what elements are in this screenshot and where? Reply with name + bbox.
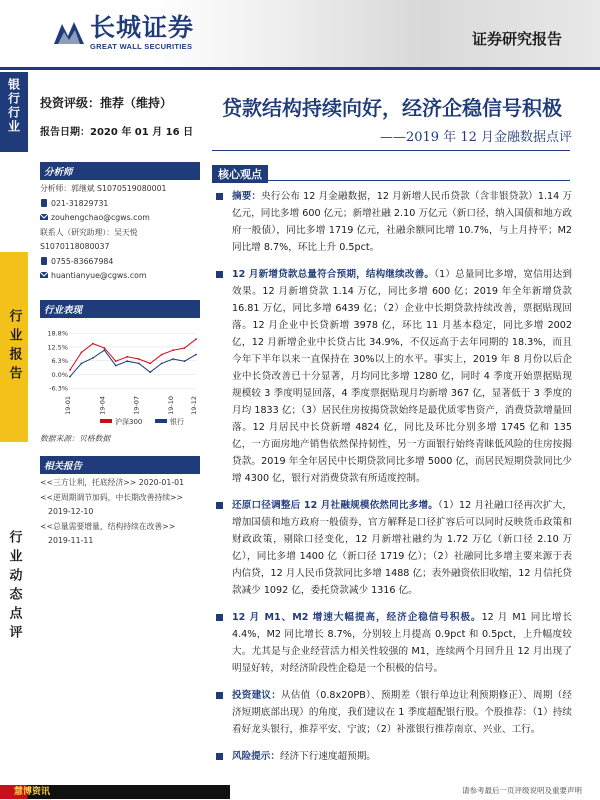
data-point: [172, 349, 174, 351]
data-point: [92, 357, 94, 359]
data-point: [138, 358, 140, 360]
brand-logo-icon: [52, 18, 86, 48]
summary-paragraph: [212, 188, 572, 256]
analyst-info: [40, 182, 200, 284]
analyst-phone-number: 021-31829731: [51, 198, 109, 208]
data-point: [115, 360, 117, 362]
email-icon: [40, 212, 48, 220]
paragraph-lead: 12 月新增贷款总量符合预期，结构继续改善。: [232, 269, 435, 280]
paragraph-lead: 还原口径调整后 12 月社融规模依然同比多增。: [232, 500, 439, 511]
sidebar-comment-tag: [0, 462, 28, 712]
data-point: [161, 362, 163, 364]
sidebar-comment-label: 行业动态点评: [6, 530, 22, 644]
contact-email-address[interactable]: huantianyue@cgws.com: [51, 271, 147, 280]
left-column: [40, 90, 200, 549]
data-point: [103, 347, 105, 349]
brand-logo: [52, 14, 194, 51]
brand-name-en: GREAT WALL SECURITIES: [90, 42, 193, 51]
main-content: [212, 188, 572, 775]
series-line: [70, 350, 196, 376]
x-tick-label: 19-07: [132, 395, 141, 415]
investment-advice-paragraph: [212, 687, 572, 738]
data-point: [115, 364, 117, 366]
sidebar-industry-label: 银行行业: [6, 78, 21, 134]
data-point: [69, 375, 71, 377]
page-footer: [0, 775, 600, 800]
report-subtitle: ——2019 年 12 月金融数据点评: [379, 130, 572, 145]
data-point: [126, 355, 128, 357]
data-point: [184, 347, 186, 349]
report-date: 报告日期：2020 年 01 月 16 日: [40, 127, 194, 138]
bullet-square-icon: [216, 502, 223, 509]
data-point: [126, 360, 128, 362]
title-divider: [212, 150, 570, 151]
data-point: [172, 358, 174, 360]
data-point: [195, 353, 197, 355]
related-reports-list: [40, 476, 200, 549]
money-supply-paragraph: [212, 609, 572, 677]
core-views-header: [212, 163, 570, 181]
contact-name: 联系人（研究助理）：吴天悦: [40, 227, 138, 237]
related-report-item[interactable]: <<三方让利，托底经济>> 2020-01-01: [40, 478, 185, 487]
y-tick-label: 0.0%: [51, 370, 68, 379]
sidebar-report-tag: [0, 252, 28, 442]
legend-label: 银行: [170, 417, 184, 426]
series-line: [70, 339, 196, 370]
data-point: [184, 360, 186, 362]
data-point: [69, 369, 71, 371]
report-type-label: 证券研究报告: [471, 30, 562, 48]
footer-watermark-bar: [0, 785, 230, 799]
legend-label: 沪深300: [115, 417, 143, 426]
y-tick-label: -6.3%: [49, 384, 68, 393]
page-header: [0, 0, 600, 70]
investment-rating: 投资评级：推荐（维持）: [40, 96, 173, 110]
footer-watermark: 慧博资讯: [14, 787, 51, 797]
bullet-square-icon: [216, 271, 223, 278]
analyst-phone: [40, 197, 200, 212]
paragraph-lead: 12 月 M1、M2 增速大幅提高，经济企稳信号积极。: [232, 612, 482, 623]
data-point: [149, 362, 151, 364]
related-report-date: 2019-12-10: [48, 507, 94, 516]
bullet-square-icon: [216, 692, 223, 699]
phone-icon: [40, 198, 48, 206]
related-report-date: 2019-11-11: [48, 536, 94, 545]
industry-performance-chart: [40, 320, 200, 430]
paragraph-text: 从估值（0.8x20PB）、预期差（银行单边让利预期修正）、周期（经济短期底部出现）的角度，我们建议在 1 季度超配银行股。个股推荐：（1）持续看好龙头银行，推荐平安、宁波；（2）补涨银行推荐南京、兴业、工行。: [232, 690, 572, 735]
contact-cert: S1070118080037: [40, 242, 110, 251]
paragraph-text: （1）12 月社融口径再次扩大，增加国债和地方政府一般债券，官方解释是口径扩容后可以同时反映货币政策和财政政策，剔除口径变化，12 月新增社融约为 1.72 万亿（新口径 2.10 万亿），同比多增 1400 亿（新口径 1719 亿）；（2）社融同比多增主要来源于表内信贷，12 月人民币贷款同比多增 1488 亿；表外融资依旧收缩，12 月信托贷款减少 1092 亿，委托贷款减少 1316 亿。: [232, 500, 573, 596]
related-section-header: 相关报告: [40, 456, 200, 474]
social-financing-paragraph: [212, 497, 572, 599]
loans-paragraph: [212, 266, 572, 487]
y-tick-label: 6.3%: [51, 356, 68, 365]
footer-disclaimer: 请参考最后一页评级说明及重要声明: [462, 786, 582, 795]
contact-phone: [40, 255, 200, 270]
related-report-item[interactable]: <<总量需要增量，结构持续在改善>>: [40, 521, 176, 531]
paragraph-text: （1）总量同比多增，宽信用达到效果。12 月新增贷款 1.14 万亿，同比多增 600 亿；2019 年全年新增贷款 16.81 万亿，同比多增 6439 亿；（2）企业中长期贷款持续改善，票据贴现回落。12 月企业中长贷新增 3978 亿，环比 11 月基本稳定，同比多增 2002 亿，12 月新增企业中长贷占比 34.9%，不仅远高于去年同期的 18.3%，而且今年下半年以来一直保持在 30%以上的水平。事实上，2019 年 8 月份以后企业中长贷改善已十分显著，月均同比多增 1280 亿，同时 4 季度开始票据贴现规模较 3 季度明显回落，4 季度票据贴现月均新增 367 亿，显著低于 3 季度的月均 1833 亿；（3）居民住房按揭贷款始终是最优质零售资产，消费贷款增量回落。12 月居民中长贷新增 4824 亿，同比及环比分别多增 1745 亿和 135 亿，一方面房地产销售依然保持韧性，另一方面银行始终青睐低风险的住房按揭贷款。2019 年全年居民中长期贷款同比多增 5000 亿，而居民短期贷款同比少增 4300 亿，银行对消费贷款有所适度控制。: [232, 269, 572, 484]
analyst-name: 分析师：郭继斌 S1070519080001: [40, 184, 167, 193]
core-views-label: 核心观点: [212, 165, 268, 183]
chart-section-header: 行业表现: [40, 300, 200, 318]
risk-warning-paragraph: [212, 748, 572, 765]
data-point: [195, 338, 197, 340]
data-point: [81, 351, 83, 353]
paragraph-lead: 风险提示：: [232, 751, 280, 762]
x-tick-label: 19-10: [167, 395, 176, 415]
phone-icon: [40, 256, 48, 264]
paragraph-lead: 投资建议：: [232, 690, 282, 701]
bullet-square-icon: [216, 614, 223, 621]
chart-source: 数据来源：贝格数据: [40, 433, 111, 443]
analyst-email-address[interactable]: zouhengchao@cgws.com: [51, 213, 150, 222]
paragraph-text: 央行公布 12 月金融数据，12 月新增人民币贷款（含非银贷款）1.14 万亿元，同比多增 600 亿元；新增社融 2.10 万亿元（新口径，纳入国债和地方政府一般债），同比多增 1719 亿元，社融余额同比增 10.7%，与上月持平；M2 同比增 8.7%，环比上升 0.5pct。: [232, 191, 572, 253]
data-point: [149, 371, 151, 373]
bullet-square-icon: [216, 753, 223, 760]
bullet-square-icon: [216, 193, 223, 200]
brand-name-cn: 长城证券: [90, 13, 195, 42]
legend-swatch: [100, 419, 112, 423]
contact-email: [40, 269, 200, 284]
left-sidebar: [0, 72, 28, 800]
analyst-email: [40, 211, 200, 226]
x-tick-label: 19-01: [64, 395, 72, 415]
data-point: [81, 362, 83, 364]
data-point: [92, 342, 94, 344]
email-icon: [40, 270, 48, 278]
related-report-item[interactable]: <<逆周期调节加码，中长期改善持续>>: [40, 492, 184, 502]
report-title: 贷款结构持续向好，经济企稳信号积极: [222, 96, 562, 120]
data-point: [138, 362, 140, 364]
paragraph-lead: 摘要：: [232, 191, 262, 202]
paragraph-text: 经济下行速度超预期。: [279, 751, 376, 762]
data-point: [161, 353, 163, 355]
x-tick-label: 19-12: [190, 395, 198, 415]
sidebar-industry-tag: [0, 72, 28, 152]
x-tick-label: 19-04: [98, 395, 107, 415]
paragraph-text: 12 月 M1 同比增长 4.4%，M2 同比增长 8.7%，分别较上月提高 0.9pct 和 0.5pct，上升幅度较大。尤其是与企业经营活力相关性较强的 M1，连续两个月回升且 12 月出现了明显好转，对经济阶段性企稳是一个积极的信号。: [232, 612, 572, 674]
legend-swatch: [155, 419, 167, 423]
analyst-section-header: 分析师: [40, 162, 200, 180]
contact-phone-number: 0755-83667984: [51, 256, 114, 266]
y-tick-label: 18.8%: [47, 329, 68, 338]
sidebar-report-label: 行业报告: [6, 309, 22, 385]
data-point: [103, 349, 105, 351]
y-tick-label: 12.5%: [47, 342, 68, 351]
